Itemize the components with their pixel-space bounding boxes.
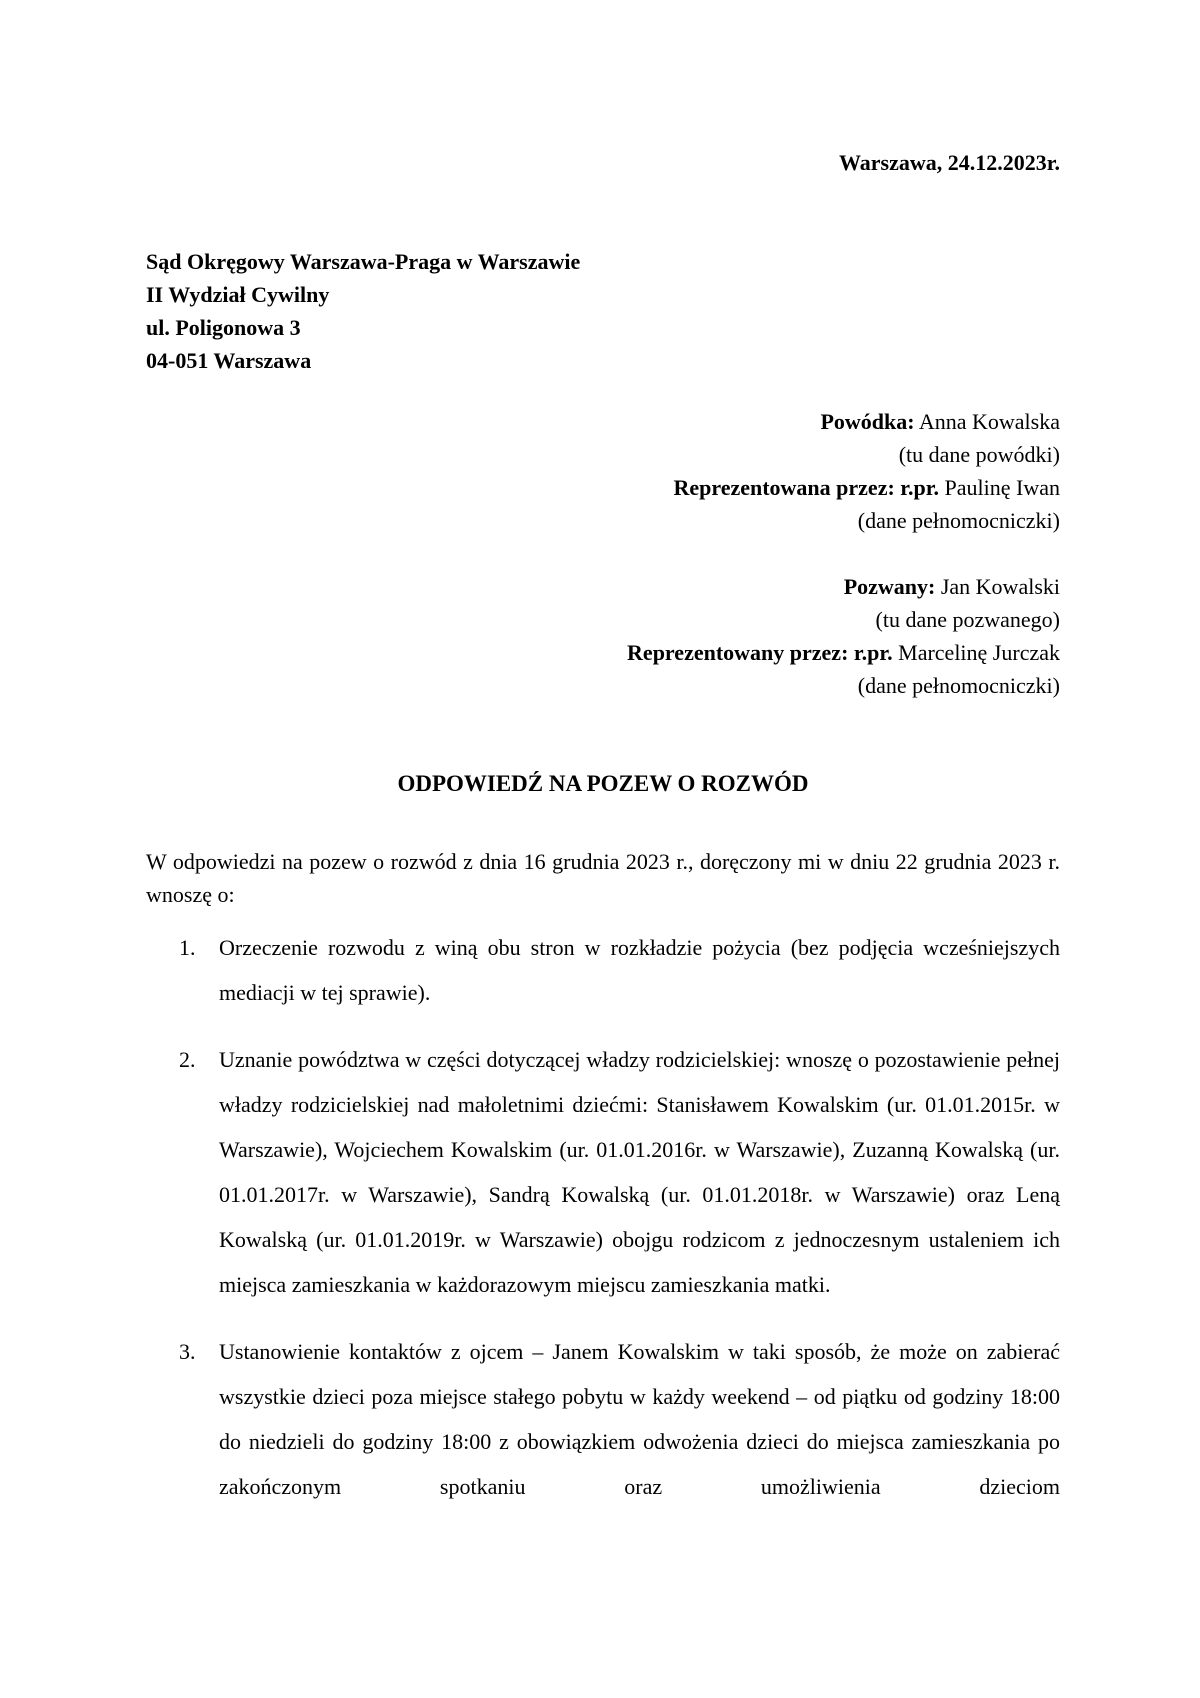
list-item-number: 3. [179, 1339, 196, 1364]
defendant-rep-details: (dane pełnomocniczki) [857, 673, 1060, 698]
defendant-name: Jan Kowalski [940, 574, 1060, 599]
defendant-line [627, 570, 1060, 603]
court-address-block [146, 245, 580, 377]
defendant-details: (tu dane pozwanego) [875, 607, 1060, 632]
document-date: Warszawa, 24.12.2023r. [838, 150, 1060, 175]
court-name: Sąd Okręgowy Warszawa-Praga w Warszawie [146, 249, 581, 274]
plaintiff-details: (tu dane powódki) [898, 442, 1060, 467]
court-city: 04-051 Warszawa [146, 348, 312, 373]
requests-list [146, 925, 1060, 1531]
defendant-rep-name: Marcelinę Jurczak [898, 640, 1060, 665]
defendant-rep-label: Reprezentowany przez: [627, 640, 849, 665]
list-item [146, 1037, 1060, 1307]
document-title: ODPOWIEDŹ NA POZEW O ROZWÓD [397, 771, 809, 796]
defendant-representative-line [627, 636, 1060, 669]
plaintiff-representative-line [627, 471, 1060, 504]
plaintiff-name: Anna Kowalska [918, 409, 1060, 434]
court-street: ul. Poligonowa 3 [146, 315, 301, 340]
parties-spacer [627, 537, 1060, 570]
plaintiff-line [627, 405, 1060, 438]
defendant-label: Pozwany: [843, 574, 936, 599]
court-division: II Wydział Cywilny [146, 282, 330, 307]
parties-block [627, 405, 1060, 702]
intro-paragraph: W odpowiedzi na pozew o rozwód z dnia 16 grudnia 2023 r., doręczony mi w dniu 22 grudnia 2023 r. wnoszę o: [146, 849, 1060, 907]
list-item-number: 1. [179, 935, 196, 960]
list-item [146, 1329, 1060, 1509]
plaintiff-rep-details: (dane pełnomocniczki) [857, 508, 1060, 533]
plaintiff-label: Powódka: [820, 409, 915, 434]
list-item-text: Orzeczenie rozwodu z winą obu stron w rozkładzie pożycia (bez podjęcia wcześniejszych mediacji w tej sprawie). [219, 935, 1060, 1005]
plaintiff-rep-label: Reprezentowana przez: [673, 475, 895, 500]
defendant-rep-title: r.pr. [853, 640, 893, 665]
list-item [146, 925, 1060, 1015]
plaintiff-rep-title: r.pr. [900, 475, 940, 500]
list-item-number: 2. [179, 1047, 196, 1072]
list-item-text: Ustanowienie kontaktów z ojcem – Janem Kowalskim w taki sposób, że może on zabierać wszystkie dzieci poza miejsce stałego pobytu w każdy weekend – od piątku od godziny 18:00 do niedzieli do godziny 18:00 z obowiązkiem odwożenia dzieci do miejsca zamieszkania po zakończonym spotkaniu oraz umożliwienia dzieciom [219, 1339, 1060, 1499]
list-item-text: Uznanie powództwa w części dotyczącej władzy rodzicielskiej: wnoszę o pozostawienie pełnej władzy rodzicielskiej nad małoletnimi dziećmi: Stanisławem Kowalskim (ur. 01.01.2015r. w Warszawie), Wojciechem Kowalskim (ur. 01.01.2016r. w Warszawie), Zuzanną Kowalską (ur. 01.01.2017r. w Warszawie), Sandrą Kowalską (ur. 01.01.2018r. w Warszawie) oraz Leną Kowalską (ur. 01.01.2019r. w Warszawie) obojgu rodzicom z jednoczesnym ustaleniem ich miejsca zamieszkania w każdorazowym miejscu zamieszkania matki. [219, 1047, 1060, 1297]
plaintiff-rep-name: Paulinę Iwan [944, 475, 1060, 500]
